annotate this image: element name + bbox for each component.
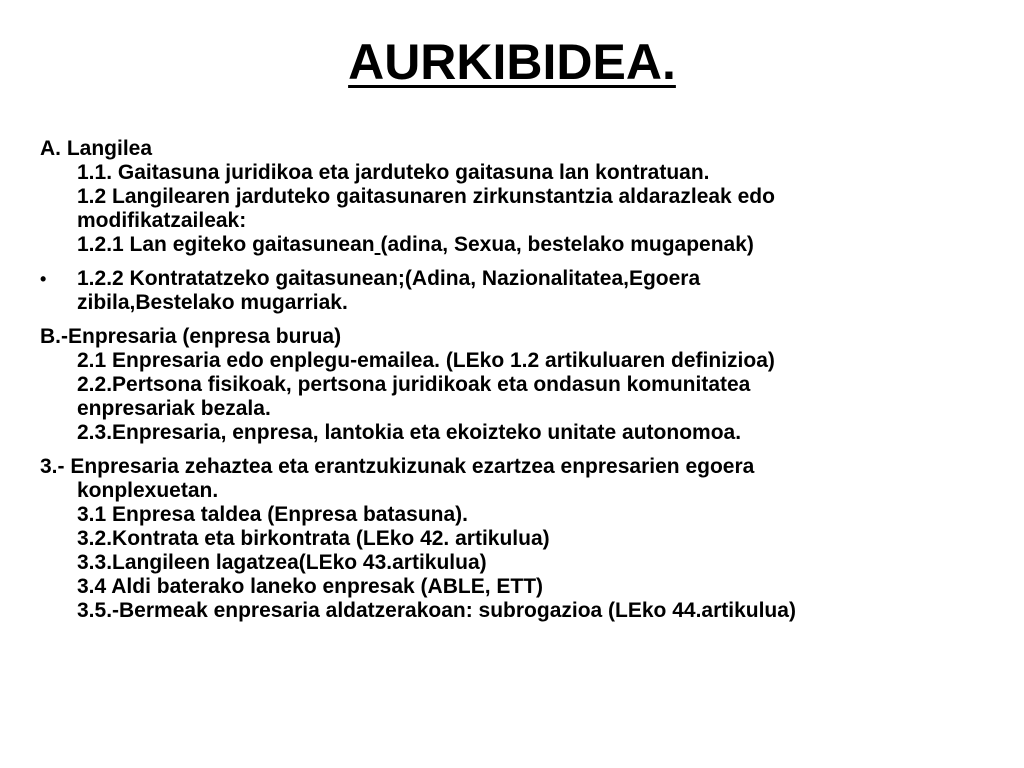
item-3-4: 3.4 Aldi baterako laneko enpresak (ABLE, ETT) (77, 575, 544, 598)
section-b (40, 325, 1000, 445)
section-3 (40, 455, 1000, 623)
section-a-heading: A. Langilea (40, 137, 153, 160)
item-1-1: 1.1. Gaitasuna juridikoa eta jarduteko gaitasuna lan kontratuan. (77, 161, 710, 184)
section-3-heading-line1: 3.- Enpresaria zehaztea eta erantzukizunak ezartzea enpresarien egoera (40, 455, 755, 478)
bullet-item-1-2-2 (40, 267, 1000, 315)
item-3-5: 3.5.-Bermeak enpresaria aldatzerakoan: subrogazioa (LEko 44.artikulua) (77, 599, 796, 622)
item-1-2-1-part2: (adina, Sexua, bestelako mugapenak) (380, 233, 754, 256)
item-1-2-1-part1: 1.2.1 Lan egiteko gaitasunean (77, 233, 375, 256)
item-3-3: 3.3.Langileen lagatzea(LEko 43.artikulua) (77, 551, 487, 574)
item-3-2: 3.2.Kontrata eta birkontrata (LEko 42. artikulua) (77, 527, 550, 550)
section-b-heading: B.-Enpresaria (enpresa burua) (40, 325, 342, 348)
item-1-2-line2: modifikatzaileak: (77, 209, 247, 232)
item-1-2-2-line2: zibila,Bestelako mugarriak. (77, 291, 348, 314)
slide-title-text: AURKIBIDEA. (348, 34, 676, 90)
bullet-icon: • (40, 269, 47, 289)
item-2-2-line2: enpresariak bezala. (77, 397, 271, 420)
section-3-heading-line2: konplexuetan. (77, 479, 219, 502)
item-2-3: 2.3.Enpresaria, enpresa, lantokia eta ekoizteko unitate autonomoa. (77, 421, 742, 444)
section-a (40, 137, 1000, 257)
item-1-2-line1: 1.2 Langilearen jarduteko gaitasunaren zirkunstantzia aldarazleak edo (77, 185, 775, 208)
item-2-2-line1: 2.2.Pertsona fisikoak, pertsona juridikoak eta ondasun komunitatea (77, 373, 751, 396)
item-1-2-1 (40, 233, 1000, 257)
slide-body (40, 137, 1000, 633)
slide-title (0, 26, 1024, 98)
item-2-1: 2.1 Enpresaria edo enplegu-emailea. (LEko 1.2 artikuluaren definizioa) (77, 349, 775, 372)
item-1-2-2-line1: 1.2.2 Kontratatzeko gaitasunean;(Adina, Nazionalitatea,Egoera (77, 267, 701, 290)
item-3-1: 3.1 Enpresa taldea (Enpresa batasuna). (77, 503, 468, 526)
